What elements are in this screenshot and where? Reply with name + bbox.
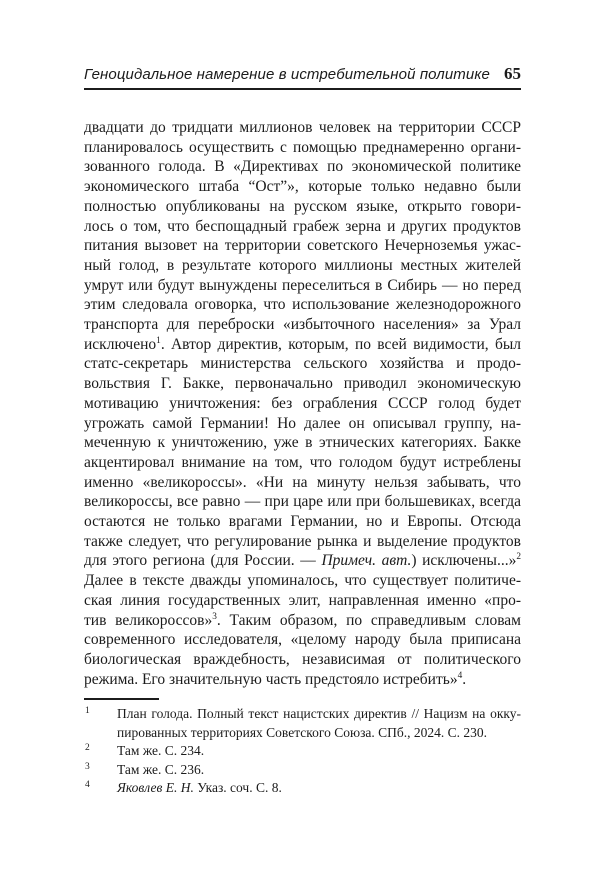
footnote-ref: 2 — [516, 552, 521, 563]
body-line — [84, 236, 521, 256]
body-line — [84, 551, 521, 571]
footnotes — [84, 705, 521, 797]
text-segment: Далее в тексте дважды упоминалось, что существует политиче- — [84, 572, 521, 590]
text-segment: этим следовала оговорка, что использование железнодорожного — [84, 296, 521, 314]
body-line — [84, 374, 521, 394]
body-line — [84, 591, 521, 611]
text-segment: экономического штаба “Ост”», которые только недавно были — [84, 178, 521, 196]
footnote-text — [117, 705, 521, 742]
text-segment: транспорта для переброски «избыточного населения» за Урал — [84, 316, 521, 334]
footnote-line — [117, 742, 521, 760]
body-line — [84, 571, 521, 591]
text-segment: статс-секретарь министерства сельского хозяйства и продо- — [84, 355, 521, 373]
body-line — [84, 217, 521, 237]
text-segment: зованного голода. В «Директивах по экономической политике — [84, 158, 521, 176]
footnote-separator — [84, 698, 159, 700]
body-line — [84, 138, 521, 158]
footnote-marker: 4 — [85, 780, 90, 791]
body-line — [84, 630, 521, 650]
footnote-marker: 2 — [85, 743, 90, 754]
body-line — [84, 177, 521, 197]
text-segment: именно «великороссы». «Ни на минуту нельзя забывать, что — [84, 473, 521, 491]
text-segment: угрожать самой Германии! Но далее он описывал группу, на- — [84, 414, 521, 432]
text-segment: Примеч. авт. — [321, 552, 412, 570]
text-segment: тив великороссов» — [84, 611, 213, 629]
text-segment: исключено — [84, 335, 157, 353]
text-segment: . — [462, 670, 467, 688]
text-segment: План голода. Полный текст нацистских директив // Нацизм на окку- — [117, 706, 521, 722]
body-line — [84, 512, 521, 532]
text-segment: полностью опубликованы на русском языке, открыто говори- — [84, 197, 521, 215]
text-segment: . Таким образом, по справедливым словам — [216, 611, 521, 629]
body-line — [84, 276, 521, 296]
footnote-line — [117, 761, 521, 779]
body-line — [84, 157, 521, 177]
text-segment: двадцати до тридцати миллионов человек на территории СССР — [84, 119, 521, 136]
body-line — [84, 453, 521, 473]
body-line — [84, 650, 521, 670]
text-segment: вольствия Г. Бакке, первоначально приводил экономическую — [84, 375, 521, 393]
body-line — [84, 256, 521, 276]
body-line — [84, 473, 521, 493]
running-head-title: Геноцидальное намерение в истребительной политике — [84, 66, 490, 83]
text-segment: для этого региона (для России. — — [84, 552, 322, 570]
text-segment: биологическая враждебность, независимая от политического — [84, 650, 521, 668]
body-text — [84, 118, 521, 689]
footnote — [84, 742, 521, 760]
running-head — [84, 64, 521, 90]
text-segment: ный голод, в результате которого миллионы местных жителей — [84, 256, 521, 274]
body-line — [84, 492, 521, 512]
footnote — [84, 779, 521, 797]
text-segment: . Автор директив, которым, по всей видимости, был — [160, 335, 521, 353]
text-segment: современного исследователя, «целому народу была приписана — [84, 631, 521, 649]
body-line — [84, 354, 521, 374]
body-line — [84, 670, 521, 690]
footnote — [84, 705, 521, 742]
text-segment: питания вызовет на территории советского Нечерноземья ужас- — [84, 237, 521, 255]
footnote-marker: 3 — [85, 761, 90, 772]
text-segment: режима. Его значительную часть предстояло истребить» — [84, 670, 458, 688]
text-segment: ская линия государственных элит, направленная именно «про- — [84, 591, 521, 609]
text-segment: мотивацию уничтожения: без ограбления СССР голод будет — [84, 394, 521, 412]
body-line — [84, 118, 521, 138]
text-segment: умрут или будут вынуждены переселиться в Сибирь — но перед — [84, 276, 521, 294]
text-segment: Там же. С. 236. — [117, 761, 205, 777]
text-segment: планировалось осуществить с помощью преднамеренно органи- — [84, 138, 521, 156]
body-line — [84, 197, 521, 217]
text-segment: также следует, что регулирование рынка и выделение продуктов — [84, 532, 521, 550]
body-line — [84, 532, 521, 552]
body-line — [84, 295, 521, 315]
footnote-line — [117, 705, 521, 723]
text-segment: великороссы, все равно — при царе или при большевиках, всегда — [84, 493, 521, 511]
text-segment: меченную к уничтожению, уже в этнических категориях. Бакке — [84, 434, 521, 452]
footnote-ref: 4 — [457, 670, 463, 681]
footnote-marker: 1 — [85, 706, 90, 717]
body-line — [84, 335, 521, 355]
footnote-text — [117, 779, 521, 797]
footnote-ref: 3 — [212, 611, 217, 622]
page-number: 65 — [504, 64, 521, 83]
footnote-line — [117, 724, 521, 742]
text-segment: Там же. С. 234. — [117, 743, 205, 759]
text-segment: остаются не только врагами Германии, но и Европы. Отсюда — [84, 513, 521, 531]
footnote — [84, 761, 521, 779]
body-line — [84, 433, 521, 453]
text-segment: пированных территориях Советского Союза. СПб., 2024. С. 230. — [117, 724, 488, 740]
text-segment: ) исключены...» — [411, 552, 517, 570]
body-line — [84, 414, 521, 434]
text-segment: лось о том, что беспощадный грабеж зерна и других продуктов — [84, 217, 521, 235]
text-segment: Указ. соч. С. 8. — [193, 780, 282, 796]
text-segment: акцентировал внимание на том, что голодом будут истреблены — [84, 453, 521, 471]
footnote-text — [117, 742, 521, 760]
body-line — [84, 611, 521, 631]
body-line — [84, 315, 521, 335]
footnote-line — [117, 779, 521, 797]
text-segment: Яковлев Е. Н. — [117, 780, 194, 796]
footnote-text — [117, 761, 521, 779]
footnote-ref: 1 — [156, 335, 161, 346]
body-line — [84, 394, 521, 414]
